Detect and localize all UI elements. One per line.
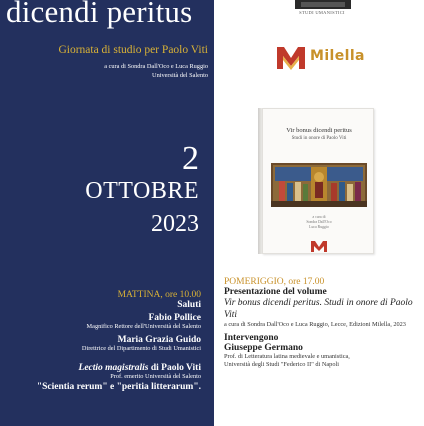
- speakers-label: Intervengono: [224, 332, 279, 343]
- curators-university: Università del Salento: [152, 72, 208, 79]
- book-cover-illustration: [271, 163, 367, 207]
- morning-speaker1-name: Fabio Pollice: [148, 313, 201, 323]
- lectio-heading: [0, 363, 201, 373]
- book-curators-line2: Sondra Dall'Oco: [306, 220, 332, 224]
- morning-speaker1-role: Magnifico Rettore dell'Università del Salento: [86, 323, 201, 330]
- event-subtitle: Giornata di studio per Paolo Viti: [58, 44, 208, 56]
- afternoon-speaker1-role-line2: Università degli Studi "Federico II" di Napoli: [224, 361, 339, 368]
- event-title: dicendi peritus: [6, 0, 193, 29]
- date-month: OTTOBRE: [85, 178, 199, 204]
- event-curators: [0, 62, 208, 80]
- greetings-label: Saluti: [177, 300, 201, 310]
- curators-names: a cura di Sondra Dall'Oco e Luca Ruggio: [104, 63, 208, 70]
- date-year: 2023: [151, 211, 199, 237]
- morning-label: MATTINA,: [117, 290, 166, 300]
- book-subtitle: Studi in onore di Paolo Viti: [291, 136, 347, 141]
- date-day: 2: [182, 140, 199, 177]
- milella-m-icon: [276, 44, 306, 70]
- morning-time: ore 10.00: [165, 290, 201, 300]
- lectio-title: "Scientia rerum" e "peritia litterarum".: [36, 381, 201, 392]
- lectio-role: Prof. emerito Università del Salento: [110, 373, 201, 380]
- afternoon-heading: POMERIGGIO, ore 17.00: [224, 277, 325, 287]
- volume-details: a cura di Sondra Dall'Oco e Luca Ruggio, Lecce, Edizioni Milella, 2023: [224, 321, 406, 328]
- morning-program: [0, 290, 201, 392]
- afternoon-speaker1-role-line1: Prof. di Letteratura latina medievale e umanistica,: [224, 352, 350, 360]
- lectio-italic: Lectio magistralis: [78, 363, 149, 373]
- morning-speaker2-name: Maria Grazia Guido: [117, 334, 201, 345]
- book-curators-line3: Luca Ruggio: [309, 225, 329, 229]
- publisher-logo: [276, 44, 372, 70]
- book-curators: [263, 215, 375, 230]
- lectio-speaker: di Paolo Viti: [148, 363, 201, 373]
- book-title: Vir bonus dicendi peritus: [286, 127, 352, 134]
- publisher-name: Milella: [310, 48, 365, 64]
- book-curators-line1: a cura di: [312, 215, 326, 219]
- book-publisher-mark-icon: [311, 240, 327, 252]
- book-cover: [262, 108, 374, 254]
- department-logo-text: STUDI UMANISTICI: [299, 10, 345, 15]
- morning-speaker2-role: Direttrice del Dipartimento di Studi Umanistici: [81, 344, 201, 352]
- afternoon-program: [224, 277, 418, 370]
- afternoon-speaker1-name: Giuseppe Germano: [224, 342, 303, 353]
- morning-heading: [0, 290, 201, 300]
- presentation-label: Presentazione del volume: [224, 287, 327, 297]
- volume-title: Vir bonus dicendi peritus. Studi in onore di Paolo Viti: [224, 298, 413, 320]
